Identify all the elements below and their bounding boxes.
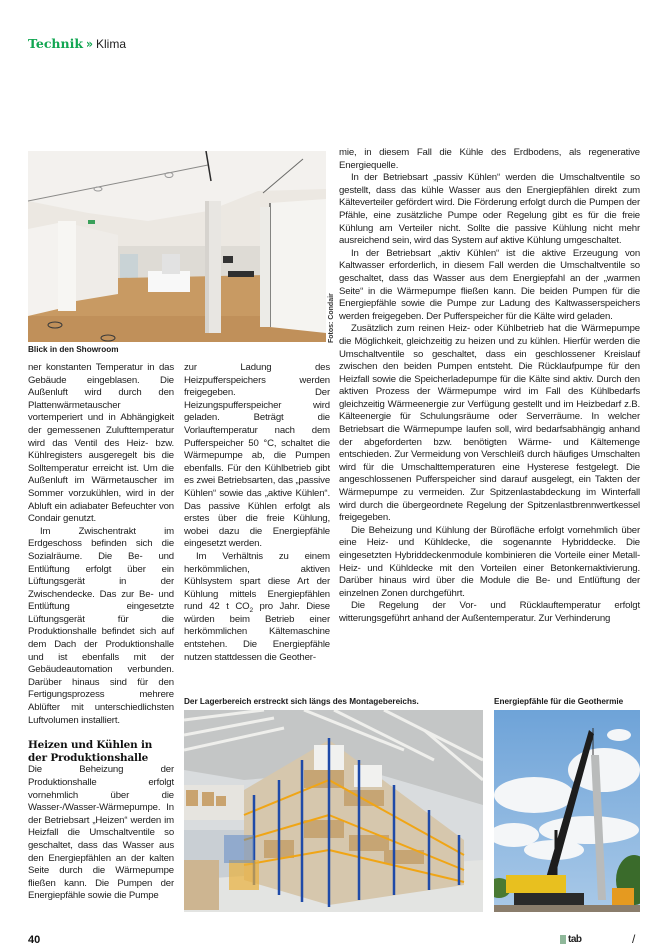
energy-piles-photo	[494, 710, 640, 912]
photo-crane-energy-pile-icon	[494, 710, 640, 912]
showroom-caption: Blick in den Showroom	[28, 345, 119, 354]
paragraph-text: Im Verhältnis zu einem herkömmlichen, aktiven Kühlsystem spart diese Art der Kühlung mittels Energiepfählen rund 42 t CO	[184, 550, 330, 613]
breadcrumb	[28, 37, 126, 51]
subsection-title: Klima	[96, 37, 127, 51]
photo-warehouse-shelving-icon	[184, 710, 483, 912]
footer-slash: /	[632, 932, 636, 946]
photo-credit: Fotos: Condair	[328, 293, 335, 343]
paragraph: Die Beheizung der Produktionshalle erfolgt vornehmlich über die Wasser-/Wasser-Wärmepumpe. In der Betriebsart „Heizen“ werden im Heizfall die Umschaltventile so geschaltet, dass das Wasser aus den Energiepfählen an der kalten Seite durch die Wärmepumpe fließen kann. Die Pumpen der Energiepfähle sowie die Pumpe	[28, 764, 174, 902]
paragraph	[184, 551, 330, 664]
article-column-1	[28, 362, 174, 903]
paragraph: Zusätzlich zum reinen Heiz- oder Kühlbetrieb hat die Wärmepumpe die Möglichkeit, gleichzeitig zu heizen und zu kühlen. Hierfür werden die Umschaltventile so geschaltet, dass ein geschlossener Kreislauf zwischen den beiden Pumpen entsteht. Die Rücklaufpumpe für den Heizfall sowie die Speicherladepumpe für die Kälte sind aktiv. Durch den aktiven Prozess der Wärmepumpe wird im Fall des Kühlbedarfs gleichzeitig Wärmeenergie zur Verfügung gestellt und im Heizbedarf z.B. Kälteenergie für Schulungsräume oder Serverräume. In welcher Betriebsart die Wärmepumpe laufen soll, wird bedarfsabhängig anhand der abgeforderten bzw. benötigten Wärme- und Kältemenge entschieden. Zur Vermeidung von Verschleiß durch häufiges Umschalten wird für die Umschalttemperaturen eine Hysterese festgelegt. Die angeschlossenen Pufferspeicher sind darauf ausgelegt, ein Takten der Wärmepumpe zu vermeiden. Zur Spitzenlastabdeckung im Winterfall wird durch die übergeordnete Regelung der Spitzenlastbrennwertkessel freigegeben.	[339, 323, 640, 524]
chevron-double-right-icon: »	[86, 37, 94, 51]
paragraph: Die Regelung der Vor- und Rücklauftemperatur erfolgt witterungsgeführt anhand der Außentemperatur. Zur Verhinderung	[339, 600, 640, 624]
paragraph: In der Betriebsart „passiv Kühlen“ werden die Umschaltventile so gestellt, dass das kühle Wasser aus den Energiepfählen direkt zum Kälteverteiler gefördert wird. Die Förderung erfolgt durch die Pumpen der Pfähle, eine zusätzliche Pumpe oder Regelung gibt es für die freie Kühlung am Verteiler nicht. Sollte die passive Kühlung nicht mehr ausreichend sein, wird das System auf aktive Kühlung umgeschaltet.	[339, 172, 640, 247]
article-column-2	[184, 362, 330, 664]
subscript: 2	[249, 607, 253, 615]
paragraph: Im Zwischentrakt im Erdgeschoss befinden sich die Sozialräume. Die Be- und Entlüftung erfolgt über ein Lüftungsgerät in der Zwischendecke. Das zur Be- und Entlüftung eingesetzte Lüftungsgerät für die Produktionshalle befindet sich auf dem Dach der Produktionshalle und ist ebenfalls mit der Gebäudeautomation verbunden. Darüber hinaus sind für den Fertigungsprozess mehrere Ablüfter mit unterschiedlichsten Luftvolumen installiert.	[28, 525, 174, 726]
warehouse-caption: Der Lagerbereich erstreckt sich längs des Montagebereichs.	[184, 697, 419, 706]
paragraph: In der Betriebsart „aktiv Kühlen“ ist die aktive Erzeugung von Kaltwasser erforderlich, in diesem Fall werden die Umschaltventile so geschaltet, dass das Wasser aus dem Energiepfahl an der „warmen Seite“ in die Wärmepumpe fließen kann. Die beiden Pumpen für die Energiepfähle sowie die Pumpe zur Ladung des Kaltwasserspeichers werden freigegeben. Der Pufferspeicher für die Kälte wird geladen.	[339, 247, 640, 322]
page-number: 40	[28, 934, 41, 946]
showroom-photo	[28, 151, 326, 342]
logo-text: tab	[568, 934, 582, 945]
photo-showroom-interior-icon	[28, 151, 326, 342]
magazine-logo	[560, 934, 582, 945]
paragraph: ner konstanten Temperatur in das Gebäude eingeblasen. Die Außenluft wird durch den Plattenwärmetauscher vortemperiert und in Abhängigkeit der gemessenen Zulufttemperatur wird das Ventil des Heiz- bzw. Kühlregisters ausgeregelt bis die Solltemperatur erreicht ist. Um die Außenluft im Wärmetauscher im Sommer vorzukühlen, wird in der Abluft ein adiabater Befeuchter von Condair genutzt.	[28, 362, 174, 525]
paragraph: mie, in diesem Fall die Kühle des Erdbodens, als regenerative Energiequelle.	[339, 147, 640, 171]
section-subheading: Heizen und Kühlen in der Produktionshalle	[28, 739, 153, 764]
energy-piles-caption: Energiepfähle für die Geothermie	[494, 697, 624, 706]
paragraph: zur Ladung des Heizpufferspeichers werden freigegeben. Der Heizungspufferspeicher wird geladen. Beträgt die Vorlauftemperatur nach dem Pufferspeicher 50 °C, schaltet die Wärmepumpe ab, die Pumpen ebenfalls. Für den Kühlbetrieb gibt es zwei Betriebsarten, das „passive Kühlen“ sowie das „aktive Kühlen“. Das passive Kühlen erfolgt als erstes über die freie Kühlung, wobei dazu die Energiepfähle eingesetzt werden.	[184, 362, 330, 550]
paragraph: Die Beheizung und Kühlung der Bürofläche erfolgt vornehmlich über eine Heiz- und Kühldecke, die sogenannte Hybriddecke. Die eingesetzten Hybriddeckenmodule kombinieren die Vorteile einer Metall-Heiz- und Kühldecke mit den Vorteilen einer Betonkernaktivierung. Darüber hinaus wird über die Module die Be- und Entlüftung der einzelnen Zonen durchgeführt.	[339, 524, 640, 599]
warehouse-photo	[184, 710, 483, 912]
paragraph-text: pro Jahr. Diese würden beim Betrieb einer herkömmlichen Kältemaschine entstehen. Die Energiepfähle nutzen stattdessen die Geother-	[184, 601, 330, 663]
section-title: Technik	[28, 36, 84, 51]
logo-square-icon	[560, 935, 566, 944]
article-column-3	[339, 147, 640, 626]
